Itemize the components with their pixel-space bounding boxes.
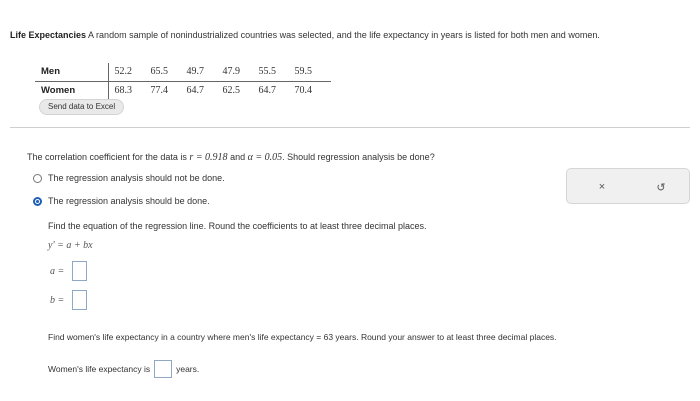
- row-label-women: Women: [41, 84, 76, 96]
- question-prefix: The correlation coefficient for the data is: [27, 152, 190, 162]
- option-not-done[interactable]: [33, 173, 225, 183]
- undo-icon[interactable]: ↺: [656, 181, 666, 194]
- radio-button-selected[interactable]: [33, 197, 42, 206]
- data-table: [35, 63, 331, 99]
- a-answer-input[interactable]: [72, 261, 87, 281]
- table-cell: 47.9: [222, 66, 240, 78]
- option-should-be-done[interactable]: [33, 196, 210, 206]
- alpha-value: α = 0.05: [247, 152, 283, 163]
- table-cell: 70.4: [294, 84, 312, 96]
- clear-icon[interactable]: ×: [598, 181, 606, 193]
- correlation-question: [27, 152, 435, 163]
- table-cell: 65.5: [150, 66, 168, 78]
- women-values: [108, 81, 331, 99]
- coefficient-a-row: [50, 261, 87, 281]
- answer-suffix: years.: [176, 364, 200, 374]
- table-cell: 55.5: [258, 66, 276, 78]
- prediction-question: Find women's life expectancy in a country where men's life expectancy = 63 years. Round your answer to at least three decimal places.: [48, 332, 557, 342]
- problem-intro: [10, 29, 690, 41]
- b-label: b =: [50, 294, 65, 306]
- answer-prefix: Women's life expectancy is: [48, 364, 151, 374]
- table-cell: 64.7: [258, 84, 276, 96]
- regression-equation: y' = a + bx: [48, 240, 93, 251]
- table-cell: 68.3: [114, 84, 132, 96]
- prediction-answer-row: [48, 360, 199, 378]
- b-answer-input[interactable]: [72, 290, 87, 310]
- women-life-expectancy-input[interactable]: [154, 360, 172, 378]
- radio-button-unselected[interactable]: [33, 174, 42, 183]
- option-label: The regression analysis should not be done.: [48, 173, 225, 183]
- r-value: r = 0.918: [189, 152, 228, 163]
- table-row-women: [35, 81, 331, 99]
- answer-tools-panel: [566, 168, 690, 204]
- option-label: The regression analysis should be done.: [48, 196, 210, 206]
- table-cell: 49.7: [186, 66, 204, 78]
- table-cell: 52.2: [114, 66, 132, 78]
- coefficient-b-row: [50, 290, 87, 310]
- problem-description: A random sample of nonindustrialized countries was selected, and the life expectancy in years is listed for both men and women.: [86, 30, 600, 40]
- question-middle: and: [227, 152, 248, 162]
- table-cell: 62.5: [222, 84, 240, 96]
- section-divider: [10, 127, 690, 128]
- a-label: a =: [50, 265, 65, 277]
- row-label-men: Men: [35, 63, 108, 81]
- table-cell: 77.4: [150, 84, 168, 96]
- question-suffix: . Should regression analysis be done?: [282, 152, 435, 162]
- table-cell: 64.7: [186, 84, 204, 96]
- send-to-excel-button[interactable]: Send data to Excel: [39, 99, 124, 115]
- men-values: [108, 63, 331, 81]
- table-row-men: [35, 63, 331, 81]
- regression-instruction: Find the equation of the regression line. Round the coefficients to at least three decimal places.: [48, 221, 427, 231]
- problem-title: Life Expectancies: [10, 30, 87, 40]
- table-cell: 59.5: [294, 66, 312, 78]
